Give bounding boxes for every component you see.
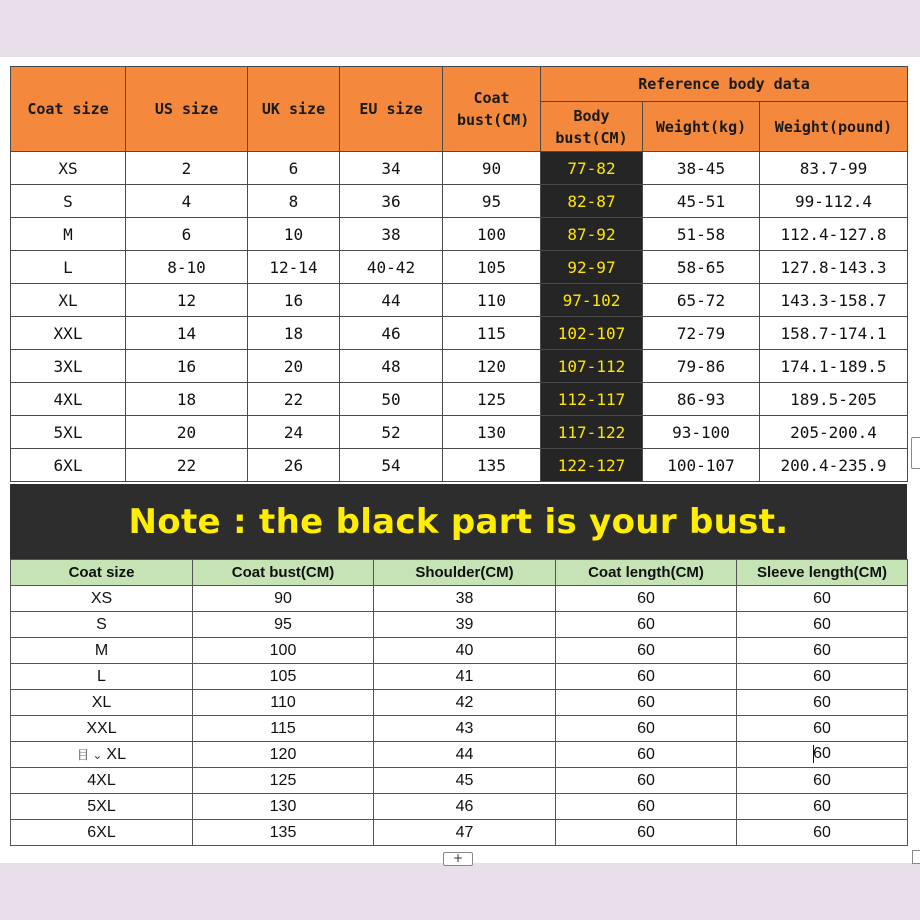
cell-coat-size[interactable]: 5XL (11, 416, 126, 449)
measurement-cell[interactable]: 100 (193, 638, 374, 664)
cell-coat-size[interactable]: XS (11, 152, 126, 185)
measurement-cell-text: 60 (813, 745, 831, 763)
measurement-cell[interactable]: 46 (374, 794, 556, 820)
measurement-cell[interactable]: 60 (737, 612, 908, 638)
size-row (11, 284, 908, 317)
cell-weight-kg[interactable]: 58-65 (643, 251, 760, 284)
cell-body-bust[interactable]: 107-112 (541, 350, 643, 383)
measurement-cell[interactable]: 115 (193, 716, 374, 742)
size-row (11, 152, 908, 185)
cell-us-size[interactable]: 16 (126, 350, 248, 383)
cell-body-bust[interactable]: 97-102 (541, 284, 643, 317)
measurement-cell[interactable]: 60 (556, 638, 737, 664)
cell-coat-bust[interactable]: 130 (443, 416, 541, 449)
cell-weight-kg[interactable]: 79-86 (643, 350, 760, 383)
cell-coat-size[interactable]: 6XL (11, 449, 126, 482)
measurement-cell[interactable]: 60 (737, 638, 908, 664)
cell-weight-kg[interactable]: 93-100 (643, 416, 760, 449)
measurement-row (11, 664, 908, 690)
cell-coat-size[interactable]: 3XL (11, 350, 126, 383)
cell-body-bust[interactable]: 117-122 (541, 416, 643, 449)
cell-uk-size[interactable]: 18 (248, 317, 340, 350)
measurement-cell[interactable]: 39 (374, 612, 556, 638)
size-row (11, 416, 908, 449)
cell-coat-bust[interactable]: 115 (443, 317, 541, 350)
cell-uk-size[interactable]: 8 (248, 185, 340, 218)
cell-coat-bust[interactable]: 95 (443, 185, 541, 218)
size-row (11, 185, 908, 218)
cell-body-bust[interactable]: 92-97 (541, 251, 643, 284)
measurement-cell[interactable]: 60 (737, 716, 908, 742)
measurement-cell[interactable]: 41 (374, 664, 556, 690)
measurement-cell[interactable]: 90 (193, 586, 374, 612)
cell-uk-size[interactable]: 10 (248, 218, 340, 251)
measurement-header-cell[interactable]: Coat size (11, 560, 193, 586)
measurement-cell[interactable]: 60 (737, 586, 908, 612)
header-weight-kg[interactable]: Weight(kg) (643, 102, 760, 152)
measurement-cell[interactable]: 60 (737, 664, 908, 690)
measurement-cell[interactable] (737, 742, 908, 768)
measurement-cell[interactable]: 5XL (11, 794, 193, 820)
cell-weight-kg[interactable]: 38-45 (643, 152, 760, 185)
cell-coat-bust[interactable]: 120 (443, 350, 541, 383)
measurement-cell-text: XL (106, 745, 126, 763)
size-row (11, 218, 908, 251)
cell-us-size[interactable]: 20 (126, 416, 248, 449)
measurement-cell[interactable]: S (11, 612, 193, 638)
measurement-cell[interactable]: 135 (193, 820, 374, 846)
measurement-row (11, 716, 908, 742)
measurement-header-cell[interactable]: Shoulder(CM) (374, 560, 556, 586)
size-row (11, 449, 908, 482)
header-weight-pound[interactable]: Weight(pound) (760, 102, 908, 152)
cell-coat-size[interactable]: 4XL (11, 383, 126, 416)
measurement-cell[interactable]: 60 (556, 768, 737, 794)
cell-us-size[interactable]: 8-10 (126, 251, 248, 284)
measurement-cell[interactable]: 40 (374, 638, 556, 664)
cell-uk-size[interactable]: 6 (248, 152, 340, 185)
measurement-row (11, 820, 908, 846)
cell-weight-kg[interactable]: 65-72 (643, 284, 760, 317)
measurement-cell[interactable]: L (11, 664, 193, 690)
measurement-row (11, 742, 908, 768)
cell-uk-size[interactable]: 22 (248, 383, 340, 416)
measurement-cell[interactable]: 60 (556, 794, 737, 820)
measurement-cell[interactable]: 120 (193, 742, 374, 768)
measurement-cell[interactable]: 4XL (11, 768, 193, 794)
measurement-cell[interactable]: 6XL (11, 820, 193, 846)
cell-eu-size[interactable]: 40-42 (340, 251, 443, 284)
cell-coat-bust[interactable]: 90 (443, 152, 541, 185)
add-column-button[interactable] (911, 437, 920, 469)
cell-weight-pound[interactable]: 200.4-235.9 (760, 449, 908, 482)
measurement-cell[interactable]: 42 (374, 690, 556, 716)
measurement-row (11, 612, 908, 638)
cell-weight-pound[interactable]: 83.7-99 (760, 152, 908, 185)
header-uk-size[interactable]: UK size (248, 67, 340, 152)
cell-weight-pound[interactable]: 174.1-189.5 (760, 350, 908, 383)
measurement-cell[interactable]: 60 (737, 690, 908, 716)
cell-uk-size[interactable]: 24 (248, 416, 340, 449)
size-row (11, 383, 908, 416)
cell-eu-size[interactable]: 36 (340, 185, 443, 218)
cell-uk-size[interactable]: 12-14 (248, 251, 340, 284)
measurement-cell[interactable]: XS (11, 586, 193, 612)
cell-coat-size[interactable]: XXL (11, 317, 126, 350)
measurement-cell[interactable]: 44 (374, 742, 556, 768)
cell-weight-pound[interactable]: 112.4-127.8 (760, 218, 908, 251)
cell-weight-pound[interactable]: 99-112.4 (760, 185, 908, 218)
cell-coat-bust[interactable]: 135 (443, 449, 541, 482)
cell-us-size[interactable]: 12 (126, 284, 248, 317)
cell-body-bust[interactable]: 112-117 (541, 383, 643, 416)
measurement-header-cell[interactable]: Sleeve length(CM) (737, 560, 908, 586)
cell-weight-kg[interactable]: 86-93 (643, 383, 760, 416)
cell-eu-size[interactable]: 54 (340, 449, 443, 482)
measurement-cell[interactable]: 105 (193, 664, 374, 690)
cell-eu-size[interactable]: 48 (340, 350, 443, 383)
measurement-cell[interactable]: 38 (374, 586, 556, 612)
cell-us-size[interactable]: 22 (126, 449, 248, 482)
measurement-cell[interactable]: 125 (193, 768, 374, 794)
measurement-cell[interactable]: 60 (556, 586, 737, 612)
garment-measurement-table (10, 559, 908, 846)
measurement-cell[interactable]: 60 (737, 820, 908, 846)
row-filter-icon[interactable]: 目 ⌄ (77, 747, 103, 762)
cell-weight-kg[interactable]: 100-107 (643, 449, 760, 482)
measurement-cell[interactable]: 60 (556, 664, 737, 690)
cell-body-bust[interactable]: 102-107 (541, 317, 643, 350)
cell-coat-size[interactable]: S (11, 185, 126, 218)
cell-coat-bust[interactable]: 105 (443, 251, 541, 284)
cell-us-size[interactable]: 6 (126, 218, 248, 251)
measurement-cell[interactable]: 60 (556, 612, 737, 638)
measurement-cell[interactable]: 95 (193, 612, 374, 638)
cell-uk-size[interactable]: 26 (248, 449, 340, 482)
measurement-cell[interactable]: 45 (374, 768, 556, 794)
measurement-cell[interactable]: XXL (11, 716, 193, 742)
cell-weight-pound[interactable]: 143.3-158.7 (760, 284, 908, 317)
cell-weight-pound[interactable]: 189.5-205 (760, 383, 908, 416)
size-row (11, 251, 908, 284)
measurement-header-row (11, 560, 908, 586)
cell-weight-pound[interactable]: 127.8-143.3 (760, 251, 908, 284)
cell-coat-bust[interactable]: 100 (443, 218, 541, 251)
add-row-button[interactable]: + (443, 852, 473, 866)
cell-uk-size[interactable]: 16 (248, 284, 340, 317)
measurement-row (11, 794, 908, 820)
cell-eu-size[interactable]: 34 (340, 152, 443, 185)
cell-body-bust[interactable]: 82-87 (541, 185, 643, 218)
cell-us-size[interactable]: 4 (126, 185, 248, 218)
cell-us-size[interactable]: 18 (126, 383, 248, 416)
resize-handle[interactable] (912, 850, 920, 864)
spreadsheet-area (0, 57, 920, 863)
measurement-cell[interactable]: 60 (556, 742, 737, 768)
note-banner (10, 484, 907, 559)
measurement-cell[interactable]: 130 (193, 794, 374, 820)
cell-coat-bust[interactable]: 110 (443, 284, 541, 317)
header-eu-size[interactable]: EU size (340, 67, 443, 152)
measurement-cell[interactable]: XL (11, 690, 193, 716)
cell-uk-size[interactable]: 20 (248, 350, 340, 383)
note-text: Note : the black part is your bust. (128, 501, 789, 542)
measurement-row (11, 638, 908, 664)
size-row (11, 350, 908, 383)
measurement-cell[interactable]: 60 (737, 768, 908, 794)
cell-weight-kg[interactable]: 51-58 (643, 218, 760, 251)
cell-weight-pound[interactable]: 158.7-174.1 (760, 317, 908, 350)
header-body-bust[interactable]: Body bust(CM) (541, 102, 643, 152)
header-reference-body-data[interactable]: Reference body data (541, 67, 908, 102)
cell-weight-kg[interactable]: 72-79 (643, 317, 760, 350)
cell-eu-size[interactable]: 44 (340, 284, 443, 317)
measurement-cell[interactable]: 60 (737, 794, 908, 820)
measurement-row (11, 586, 908, 612)
measurement-header-cell[interactable]: Coat length(CM) (556, 560, 737, 586)
cell-weight-kg[interactable]: 45-51 (643, 185, 760, 218)
measurement-cell[interactable] (11, 742, 193, 768)
measurement-header-cell[interactable]: Coat bust(CM) (193, 560, 374, 586)
measurement-row (11, 768, 908, 794)
cell-coat-bust[interactable]: 125 (443, 383, 541, 416)
measurement-cell[interactable]: M (11, 638, 193, 664)
measurement-cell[interactable]: 47 (374, 820, 556, 846)
header-us-size[interactable]: US size (126, 67, 248, 152)
measurement-cell[interactable]: 110 (193, 690, 374, 716)
cell-eu-size[interactable]: 52 (340, 416, 443, 449)
header-coat-bust[interactable]: Coat bust(CM) (443, 67, 541, 152)
measurement-row (11, 690, 908, 716)
cell-eu-size[interactable]: 38 (340, 218, 443, 251)
cell-coat-size[interactable]: XL (11, 284, 126, 317)
cell-us-size[interactable]: 14 (126, 317, 248, 350)
size-reference-table (10, 66, 908, 482)
cell-us-size[interactable]: 2 (126, 152, 248, 185)
size-row (11, 317, 908, 350)
header-coat-size[interactable]: Coat size (11, 67, 126, 152)
cell-body-bust[interactable]: 77-82 (541, 152, 643, 185)
cell-coat-size[interactable]: L (11, 251, 126, 284)
measurement-body (11, 586, 908, 846)
cell-eu-size[interactable]: 50 (340, 383, 443, 416)
cell-eu-size[interactable]: 46 (340, 317, 443, 350)
measurement-cell[interactable]: 43 (374, 716, 556, 742)
measurement-cell[interactable]: 60 (556, 716, 737, 742)
measurement-cell[interactable]: 60 (556, 690, 737, 716)
cell-body-bust[interactable]: 122-127 (541, 449, 643, 482)
size-reference-body (11, 152, 908, 482)
cell-weight-pound[interactable]: 205-200.4 (760, 416, 908, 449)
cell-coat-size[interactable]: M (11, 218, 126, 251)
cell-body-bust[interactable]: 87-92 (541, 218, 643, 251)
measurement-cell[interactable]: 60 (556, 820, 737, 846)
